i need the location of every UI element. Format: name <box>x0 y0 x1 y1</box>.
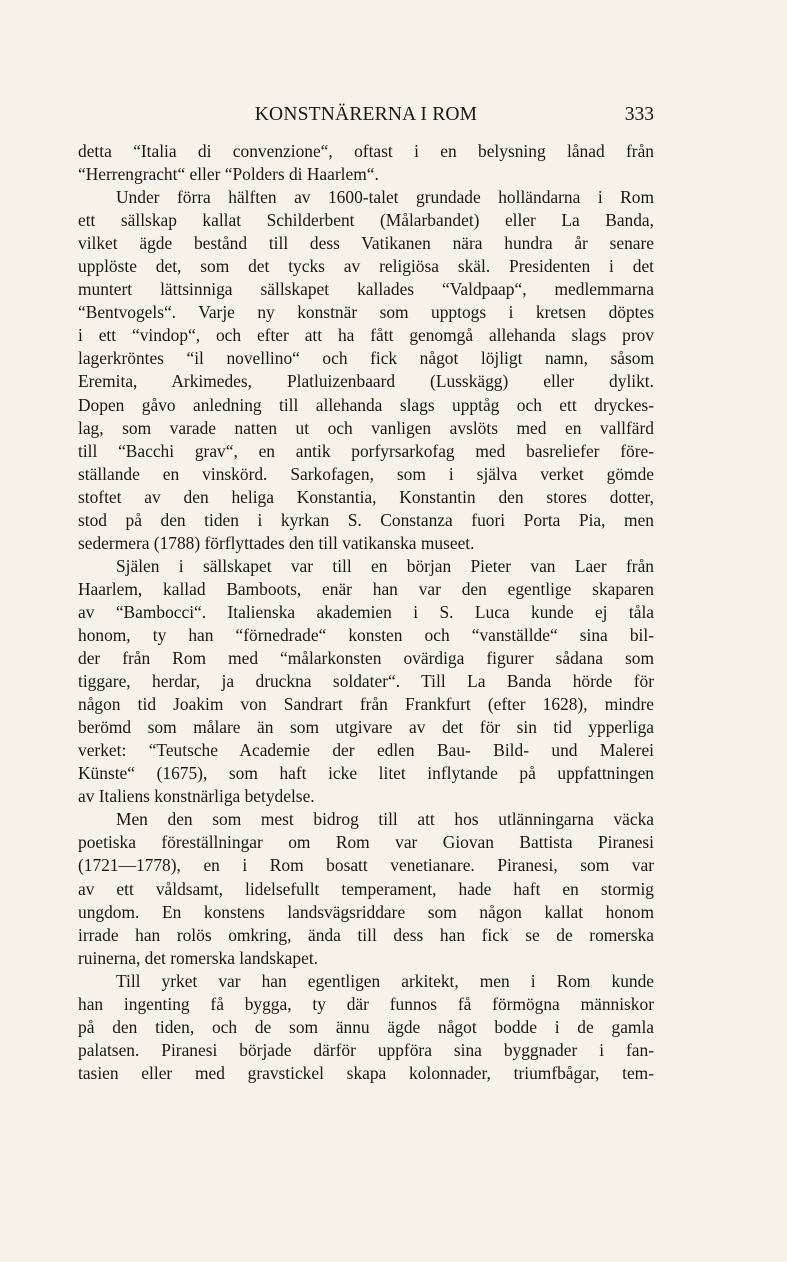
text-line: till “Bacchi grav“, en antik porfyrsarkofag med basreliefer före- <box>78 440 654 461</box>
text-line: på den tiden, och de som ännu ägde något bodde i de gamla <box>78 1016 654 1037</box>
text-line: ungdom. En konstens landsvägsriddare som någon kallat honom <box>78 901 654 922</box>
text-line: ställande en vinskörd. Sarkofagen, som i själva verket gömde <box>78 463 654 484</box>
page-number: 333 <box>624 104 654 125</box>
text-line: ett sällskap kallat Schilderbent (Målarbandet) eller La Banda, <box>78 210 654 231</box>
text-line: någon tid Joakim von Sandrart från Frankfurt (efter 1628), mindre <box>78 694 654 715</box>
text-line: Dopen gåvo anledning till allehanda slags upptåg och ett dryckes- <box>78 394 654 415</box>
text-line: av ett våldsamt, lidelsefullt temperament, hade haft en stormig <box>78 878 654 899</box>
text-line: av “Bambocci“. Italienska akademien i S. Luca kunde ej tåla <box>78 601 654 622</box>
text-line: detta “Italia di convenzione“, oftast i en belysning lånad från <box>78 141 654 161</box>
text-line: poetiska föreställningar om Rom var Giovan Battista Piranesi <box>78 832 654 853</box>
text-line: irrade han rolös omkring, ända till dess han fick se de romerska <box>78 924 654 945</box>
text-line: i ett “vindop“, och efter att ha fått genomgå allehanda slags prov <box>78 325 654 346</box>
text-line: lagerkröntes “il novellino“ och fick något löjligt namn, såsom <box>78 348 654 369</box>
text-line: sedermera (1788) förflyttades den till vatikanska museet. <box>78 532 475 553</box>
text-line: verket: “Teutsche Academie der edlen Bau- Bild- und Malerei <box>78 740 654 761</box>
text-line: “Bentvogels“. Varje ny konstnär som upptogs i kretsen döptes <box>78 302 654 323</box>
text-line: honom, ty han “förnedrade“ konsten och “vanställde“ sina bil- <box>78 624 654 645</box>
text-line: Eremita, Arkimedes, Platluizenbaard (Lusskägg) eller dylikt. <box>78 371 654 392</box>
running-head <box>78 104 654 132</box>
text-line: av Italiens konstnärliga betydelse. <box>78 786 315 807</box>
text-line: Künste“ (1675), som haft icke litet inflytande på uppfattningen <box>78 763 654 784</box>
text-line: stod på den tiden i kyrkan S. Constanza fuori Porta Pia, men <box>78 509 654 530</box>
paragraph <box>78 140 654 186</box>
text-line: Men den som mest bidrog till att hos utlänningarna väcka <box>116 809 654 830</box>
text-line: Haarlem, kallad Bamboots, enär han var den egentlige skaparen <box>78 578 654 599</box>
paragraph <box>78 186 654 555</box>
paragraph <box>78 555 654 809</box>
text-line: lag, som varade natten ut och vanligen avslöts med en vallfärd <box>78 417 654 438</box>
text-line: stoftet av den heliga Konstantia, Konstantin den stores dotter, <box>78 486 654 507</box>
text-line: “Herrengracht“ eller “Polders di Haarlem“. <box>78 164 379 185</box>
text-line: han ingenting få bygga, ty där funnos få förmögna människor <box>78 993 654 1014</box>
text-line: muntert lättsinniga sällskapet kallades “Valdpaap“, medlemmarna <box>78 279 654 300</box>
text-line: tiggare, herdar, ja druckna soldater“. Till La Banda hörde för <box>78 671 654 692</box>
text-line: ruinerna, det romerska landskapet. <box>78 947 318 968</box>
text-line: (1721—1778), en i Rom bosatt venetianare. Piranesi, som var <box>78 855 654 876</box>
text-line: upplöste det, som det tycks av religiösa skäl. Presidenten i det <box>78 256 654 277</box>
text-line: vilket ägde bestånd till dess Vatikanen nära hundra år senare <box>78 233 654 254</box>
text-line: Själen i sällskapet var till en början Pieter van Laer från <box>116 555 654 576</box>
text-line: der från Rom med “målarkonsten ovärdiga figurer sådana som <box>78 648 654 669</box>
text-line: tasien eller med gravstickel skapa kolonnader, triumfbågar, tem- <box>78 1062 654 1083</box>
text-line: Till yrket var han egentligen arkitekt, men i Rom kunde <box>116 970 654 991</box>
paragraph <box>78 808 654 969</box>
body-text <box>78 140 654 1085</box>
text-line: berömd som målare än som utgivare av det för sin tid ypperliga <box>78 717 654 738</box>
paragraph <box>78 970 654 1085</box>
chapter-title: KONSTNÄRERNA I ROM <box>254 104 478 125</box>
text-line: palatsen. Piranesi började därför uppföra sina byggnader i fan- <box>78 1039 654 1060</box>
text-line: Under förra hälften av 1600-talet grundade holländarna i Rom <box>116 187 654 208</box>
